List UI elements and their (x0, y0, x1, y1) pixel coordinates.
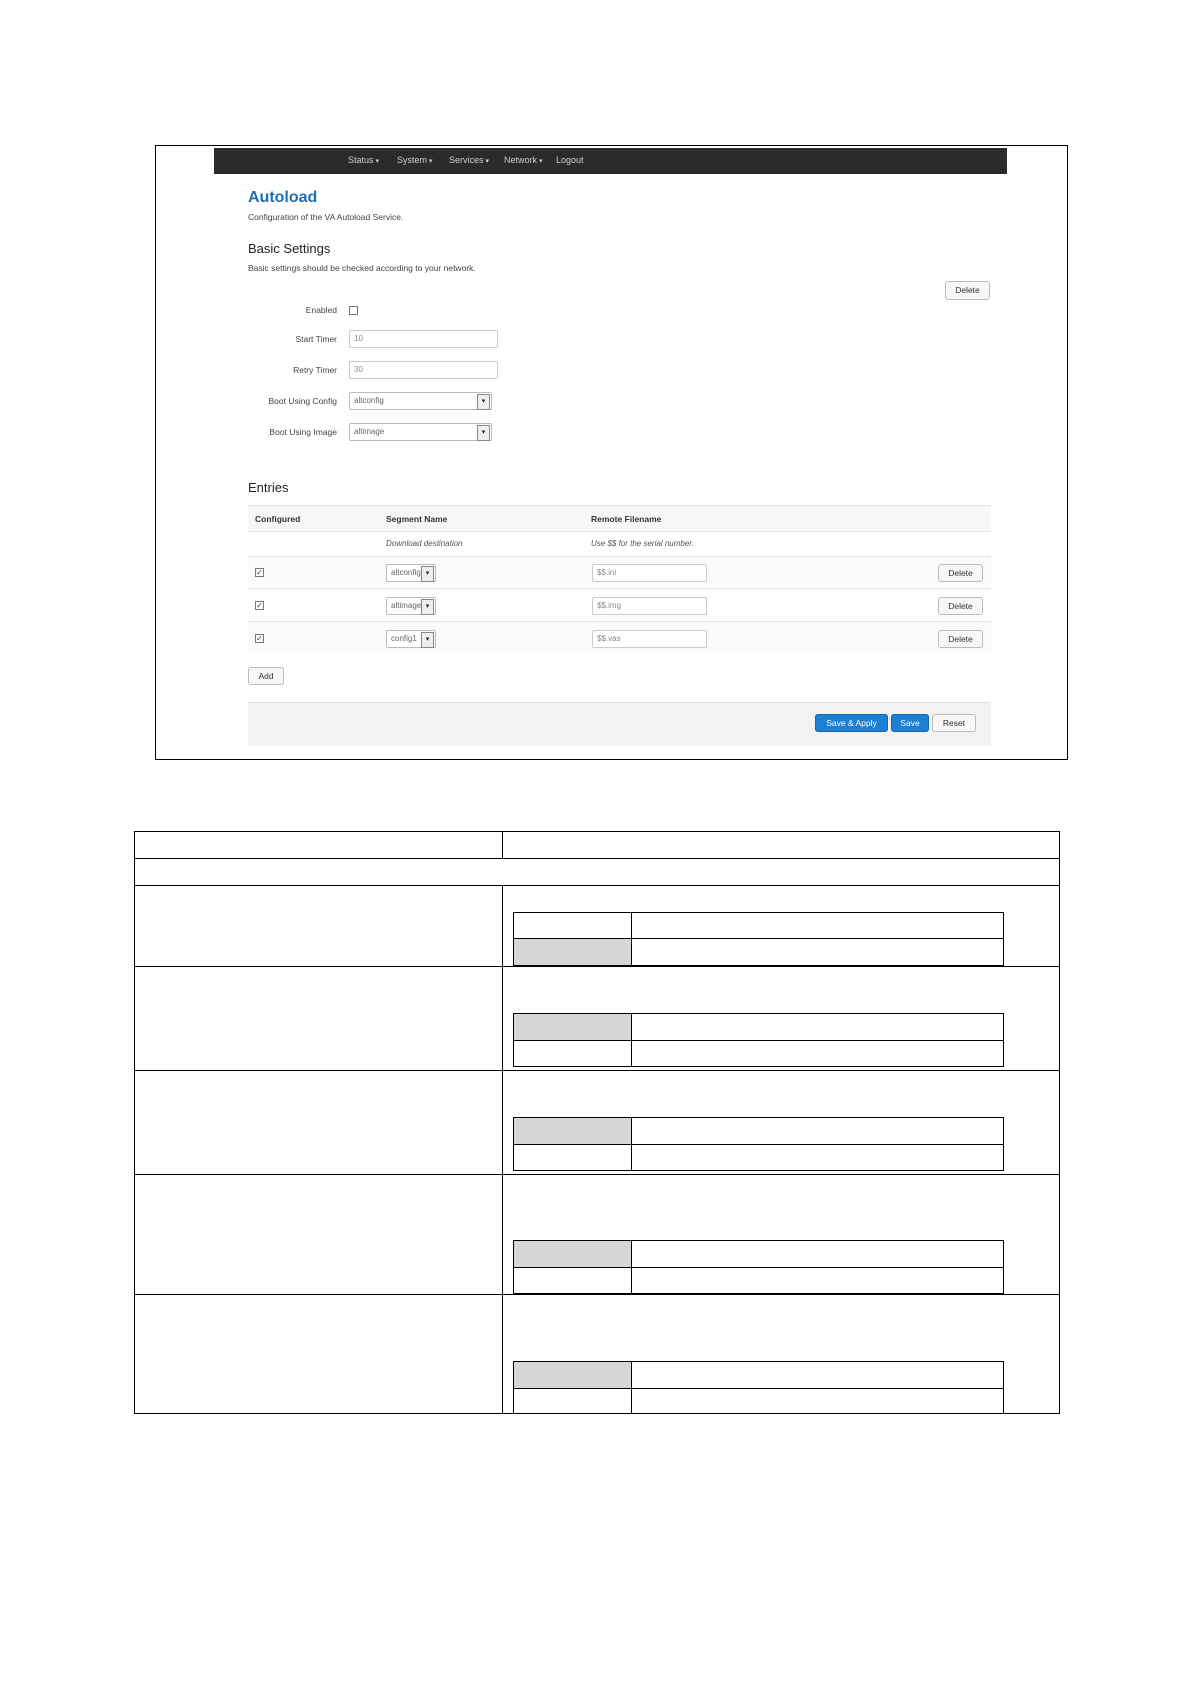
dropdown-arrow-icon: ▾ (421, 599, 434, 615)
caret-down-icon: ▾ (485, 158, 490, 165)
filename-hint: Use $$ for the serial number. (591, 539, 694, 548)
page-title: Autoload (248, 189, 318, 206)
boot-config-value: altconfig (354, 396, 384, 405)
column-configured: Configured (255, 514, 301, 524)
boot-config-select[interactable] (349, 392, 492, 410)
nav-logout[interactable]: Logout (556, 155, 584, 165)
add-entry-button[interactable]: Add (248, 667, 284, 685)
column-segment-name: Segment Name (386, 514, 448, 524)
dropdown-arrow-icon: ▾ (421, 632, 434, 648)
table-rule (502, 885, 503, 1414)
table-rule (134, 1294, 1060, 1295)
inner-cell (513, 938, 632, 966)
entries-heading: Entries (248, 480, 289, 495)
delete-section-button[interactable]: Delete (945, 281, 990, 300)
boot-config-label: Boot Using Config (268, 396, 337, 406)
inner-cell (513, 1267, 632, 1294)
row-delete-button[interactable]: Delete (938, 564, 983, 582)
inner-cell (513, 1144, 632, 1171)
inner-cell (631, 1013, 1004, 1041)
table-rule (134, 1070, 1060, 1071)
divider (248, 531, 991, 532)
inner-cell (631, 938, 1004, 966)
row-delete-button[interactable]: Delete (938, 630, 983, 648)
enabled-label: Enabled (305, 305, 337, 315)
top-navbar (214, 148, 1007, 174)
segment-select[interactable]: altimage ▾ (386, 597, 436, 615)
table-rule (134, 885, 1060, 886)
caret-down-icon: ▾ (375, 158, 380, 165)
row-delete-button[interactable]: Delete (938, 597, 983, 615)
nav-system[interactable]: System ▾ (397, 155, 433, 165)
segment-hint: Download destination (386, 539, 463, 548)
nav-status[interactable]: Status ▾ (348, 155, 380, 165)
reset-button[interactable]: Reset (932, 714, 976, 732)
basic-settings-heading: Basic Settings (248, 241, 331, 256)
inner-cell (513, 1040, 632, 1067)
remote-filename-input[interactable]: $$.img (592, 597, 707, 615)
boot-image-select[interactable] (349, 423, 492, 441)
inner-cell (631, 1388, 1004, 1414)
inner-cell (631, 1040, 1004, 1067)
nav-services[interactable]: Services ▾ (449, 155, 490, 165)
inner-cell (631, 1240, 1004, 1268)
save-button[interactable]: Save (891, 714, 929, 732)
inner-cell (513, 1388, 632, 1414)
divider (248, 505, 991, 506)
remote-filename-input[interactable]: $$.ini (592, 564, 707, 582)
segment-select[interactable]: config1 ▾ (386, 630, 436, 648)
inner-cell (631, 912, 1004, 939)
enabled-checkbox[interactable] (349, 306, 358, 315)
caret-down-icon: ▾ (539, 158, 543, 165)
nav-network[interactable]: Network ▾ (504, 155, 543, 165)
inner-cell (631, 1361, 1004, 1389)
remote-filename-input[interactable]: $$.vas (592, 630, 707, 648)
column-remote-filename: Remote Filename (591, 514, 662, 524)
divider (248, 588, 991, 589)
dropdown-arrow-icon: ▾ (477, 425, 490, 441)
table-rule (134, 858, 1060, 859)
retry-timer-input[interactable]: 30 (349, 361, 498, 379)
table-rule (502, 831, 503, 858)
segment-select[interactable]: altconfig ▾ (386, 564, 436, 582)
screenshot-frame (155, 145, 1068, 760)
retry-timer-label: Retry Timer (293, 365, 337, 375)
inner-cell (513, 912, 632, 939)
inner-cell (513, 1013, 632, 1041)
caret-down-icon: ▾ (429, 158, 433, 165)
inner-cell (631, 1144, 1004, 1171)
boot-image-label: Boot Using Image (269, 427, 337, 437)
row-configured-checkbox[interactable]: ✓ (256, 568, 263, 577)
inner-cell (631, 1117, 1004, 1145)
table-rule (134, 966, 1060, 967)
table-rule (134, 1174, 1060, 1175)
save-apply-button[interactable]: Save & Apply (815, 714, 888, 732)
dropdown-arrow-icon: ▾ (421, 566, 434, 582)
dropdown-arrow-icon: ▾ (477, 394, 490, 410)
start-timer-input[interactable]: 10 (349, 330, 498, 348)
inner-cell (513, 1240, 632, 1268)
boot-image-value: altimage (354, 427, 385, 436)
page-description: Configuration of the VA Autoload Service. (248, 212, 404, 222)
inner-cell (513, 1117, 632, 1145)
start-timer-label: Start Timer (295, 334, 337, 344)
inner-cell (631, 1267, 1004, 1294)
row-configured-checkbox[interactable]: ✓ (256, 601, 263, 610)
basic-settings-description: Basic settings should be checked according to your network. (248, 263, 476, 273)
inner-cell (513, 1361, 632, 1389)
row-configured-checkbox[interactable]: ✓ (256, 634, 263, 643)
